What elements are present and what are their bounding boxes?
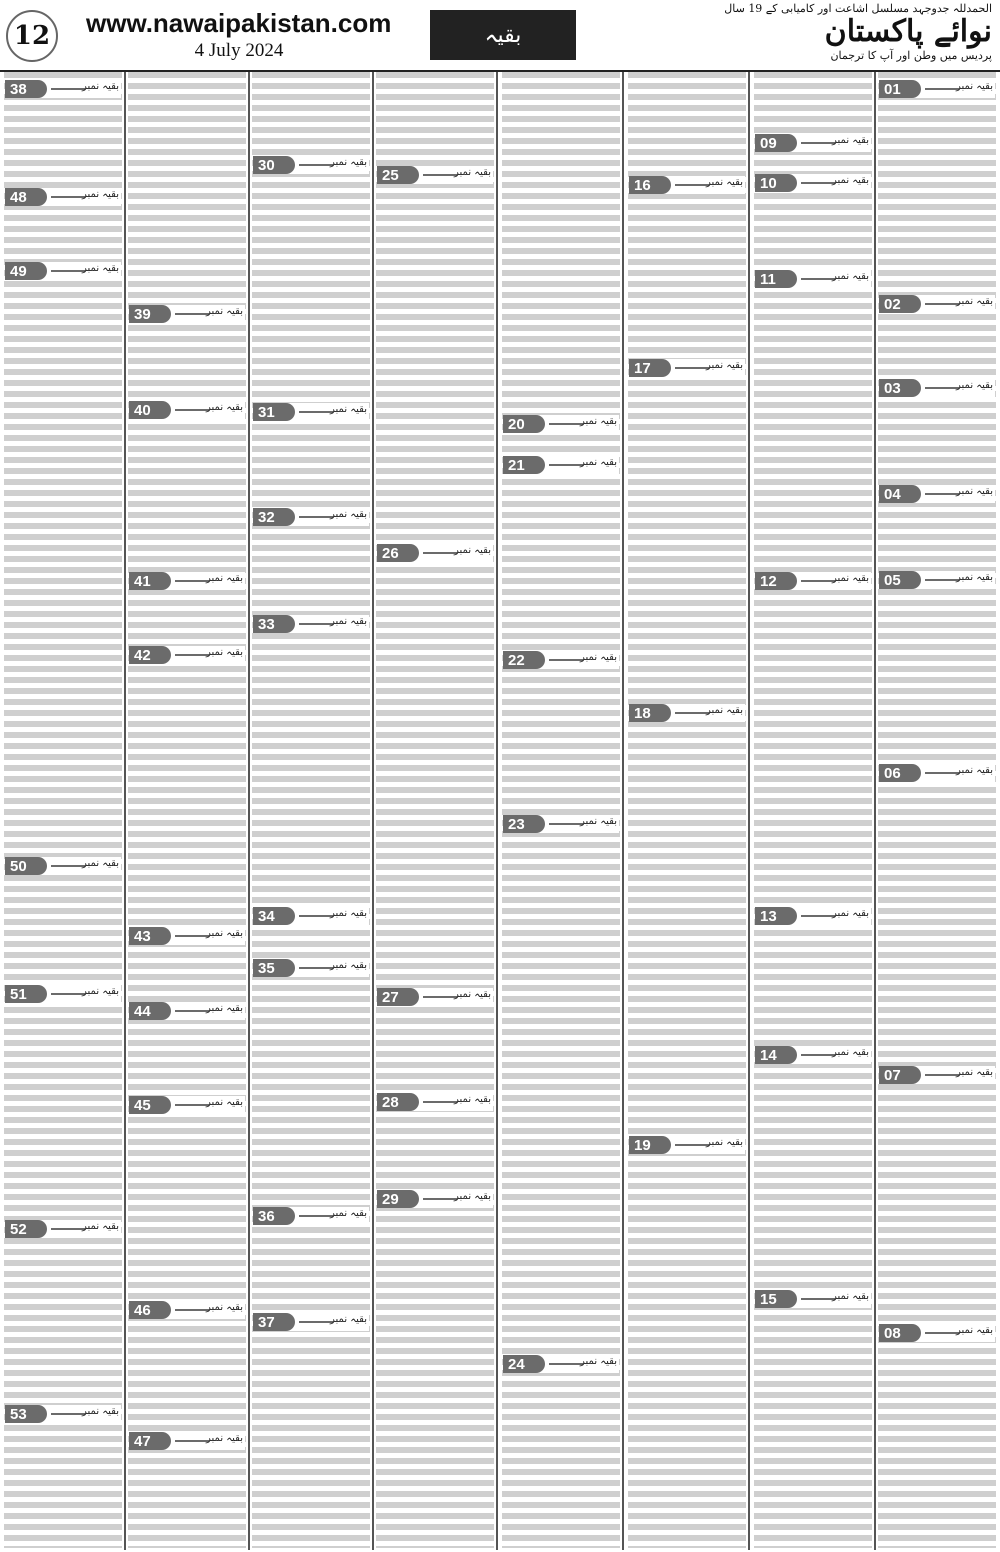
arrow-rule-icon — [925, 1332, 959, 1334]
continuation-label: بقیہ نمبر — [82, 81, 119, 92]
continuation-badge — [129, 401, 245, 419]
continuation-label: بقیہ نمبر — [330, 157, 367, 168]
continuation-label: بقیہ نمبر — [580, 652, 617, 663]
continuation-number: 51 — [5, 985, 47, 1003]
arrow-rule-icon — [299, 516, 333, 518]
arrow-rule-icon — [423, 1198, 457, 1200]
continuation-number: 03 — [879, 379, 921, 397]
continuation-label: بقیہ نمبر — [956, 765, 993, 776]
continuation-badge — [755, 907, 871, 925]
continuation-number: 49 — [5, 262, 47, 280]
continuation-number: 46 — [129, 1301, 171, 1319]
column-4 — [374, 72, 496, 1550]
continuation-badge — [879, 764, 995, 782]
page-number: 12 — [6, 10, 58, 62]
arrow-rule-icon — [423, 174, 457, 176]
continuation-label: بقیہ نمبر — [330, 1314, 367, 1325]
continuation-badge — [629, 1136, 745, 1154]
column-1 — [2, 72, 124, 1550]
arrow-rule-icon — [925, 88, 959, 90]
text-columns — [0, 72, 1000, 1552]
continuation-label: بقیہ نمبر — [580, 457, 617, 468]
arrow-rule-icon — [51, 865, 85, 867]
column-6 — [626, 72, 748, 1550]
continuation-badge — [129, 305, 245, 323]
continuation-label: بقیہ نمبر — [82, 263, 119, 274]
arrow-rule-icon — [925, 303, 959, 305]
continuation-label: بقیہ نمبر — [82, 986, 119, 997]
continuation-label: بقیہ نمبر — [832, 271, 869, 282]
continuation-label: بقیہ نمبر — [580, 1356, 617, 1367]
continuation-number: 45 — [129, 1096, 171, 1114]
continuation-label: بقیہ نمبر — [206, 402, 243, 413]
arrow-rule-icon — [175, 313, 209, 315]
arrow-rule-icon — [801, 278, 835, 280]
continuation-number: 10 — [755, 174, 797, 192]
continuation-number: 33 — [253, 615, 295, 633]
continuation-badge — [503, 456, 619, 474]
newspaper-nameplate — [582, 2, 992, 68]
continuation-badge — [253, 508, 369, 526]
continuation-badge — [377, 1190, 493, 1208]
continuation-label: بقیہ نمبر — [832, 135, 869, 146]
continuation-label: بقیہ نمبر — [454, 545, 491, 556]
continuation-number: 23 — [503, 815, 545, 833]
continuation-badge — [5, 262, 121, 280]
continuation-badge — [129, 572, 245, 590]
continuation-badge — [129, 927, 245, 945]
issue-date: 4 July 2024 — [194, 40, 284, 61]
continuation-number: 50 — [5, 857, 47, 875]
arrow-rule-icon — [423, 552, 457, 554]
continuation-badge — [5, 857, 121, 875]
continuation-number: 14 — [755, 1046, 797, 1064]
arrow-rule-icon — [801, 1298, 835, 1300]
continuation-label: بقیہ نمبر — [82, 1221, 119, 1232]
continuation-badge — [879, 80, 995, 98]
continuation-number: 19 — [629, 1136, 671, 1154]
column-text-block — [754, 72, 872, 1548]
arrow-rule-icon — [51, 88, 85, 90]
arrow-rule-icon — [299, 1321, 333, 1323]
continuation-badge — [879, 1324, 995, 1342]
continuation-badge — [503, 815, 619, 833]
arrow-rule-icon — [925, 387, 959, 389]
continuation-number: 36 — [253, 1207, 295, 1225]
newspaper-name: نوائے پاکستان — [824, 14, 992, 49]
continuation-number: 08 — [879, 1324, 921, 1342]
continuation-label: بقیہ نمبر — [956, 1325, 993, 1336]
continuation-number: 06 — [879, 764, 921, 782]
continuation-number: 22 — [503, 651, 545, 669]
continuation-number: 27 — [377, 988, 419, 1006]
column-text-block — [376, 72, 494, 1548]
continuation-number: 02 — [879, 295, 921, 313]
continuation-badge — [755, 1290, 871, 1308]
continuation-badge — [629, 176, 745, 194]
arrow-rule-icon — [549, 823, 583, 825]
continuation-badge — [253, 1207, 369, 1225]
tagline-top: الحمدللہ جدوجہد مسلسل اشاعت اور کامیابی کے 19 سال — [724, 2, 992, 15]
continuation-number: 41 — [129, 572, 171, 590]
continuation-number: 35 — [253, 959, 295, 977]
arrow-rule-icon — [925, 493, 959, 495]
continuation-label: بقیہ نمبر — [580, 416, 617, 427]
arrow-rule-icon — [299, 623, 333, 625]
continuation-badge — [5, 1220, 121, 1238]
arrow-rule-icon — [925, 1074, 959, 1076]
column-divider — [622, 72, 624, 1550]
continuation-number: 13 — [755, 907, 797, 925]
continuation-number: 16 — [629, 176, 671, 194]
continuation-number: 28 — [377, 1093, 419, 1111]
continuation-label: بقیہ نمبر — [206, 1003, 243, 1014]
website-url[interactable]: www.nawaipakistan.com — [86, 8, 392, 38]
continuation-label: بقیہ نمبر — [206, 306, 243, 317]
arrow-rule-icon — [925, 772, 959, 774]
arrow-rule-icon — [175, 1309, 209, 1311]
continuation-label: بقیہ نمبر — [706, 705, 743, 716]
continuation-badge — [879, 295, 995, 313]
continuation-badge — [879, 485, 995, 503]
continuation-number: 52 — [5, 1220, 47, 1238]
continuation-badge — [129, 1301, 245, 1319]
continuation-number: 17 — [629, 359, 671, 377]
continuation-label: بقیہ نمبر — [706, 177, 743, 188]
continuation-number: 43 — [129, 927, 171, 945]
continuation-badge — [253, 907, 369, 925]
arrow-rule-icon — [175, 1440, 209, 1442]
arrow-rule-icon — [549, 423, 583, 425]
continuation-number: 38 — [5, 80, 47, 98]
continuation-badge — [503, 415, 619, 433]
arrow-rule-icon — [675, 1144, 709, 1146]
arrow-rule-icon — [925, 579, 959, 581]
continuation-badge — [5, 188, 121, 206]
arrow-rule-icon — [549, 464, 583, 466]
continuation-label: بقیہ نمبر — [832, 573, 869, 584]
continuation-badge — [879, 571, 995, 589]
continuation-label: بقیہ نمبر — [454, 1094, 491, 1105]
continuation-label: بقیہ نمبر — [330, 1208, 367, 1219]
column-3 — [250, 72, 372, 1550]
continuation-number: 47 — [129, 1432, 171, 1450]
continuation-number: 12 — [755, 572, 797, 590]
continuation-badge — [377, 544, 493, 562]
continuation-badge — [253, 959, 369, 977]
continuation-number: 05 — [879, 571, 921, 589]
continuation-badge — [253, 615, 369, 633]
column-text-block — [502, 72, 620, 1548]
continuation-number: 29 — [377, 1190, 419, 1208]
continuation-label: بقیہ نمبر — [580, 816, 617, 827]
continuation-number: 26 — [377, 544, 419, 562]
continuation-label: بقیہ نمبر — [330, 509, 367, 520]
column-5 — [500, 72, 622, 1550]
section-label: بقیہ — [430, 10, 576, 60]
continuation-label: بقیہ نمبر — [206, 1097, 243, 1108]
continuation-number: 15 — [755, 1290, 797, 1308]
continuation-number: 42 — [129, 646, 171, 664]
column-text-block — [4, 72, 122, 1548]
continuation-number: 18 — [629, 704, 671, 722]
continuation-badge — [253, 156, 369, 174]
arrow-rule-icon — [675, 367, 709, 369]
continuation-label: بقیہ نمبر — [706, 1137, 743, 1148]
continuation-number: 44 — [129, 1002, 171, 1020]
continuation-number: 04 — [879, 485, 921, 503]
arrow-rule-icon — [175, 935, 209, 937]
arrow-rule-icon — [175, 409, 209, 411]
continuation-label: بقیہ نمبر — [330, 908, 367, 919]
continuation-badge — [503, 1355, 619, 1373]
continuation-number: 48 — [5, 188, 47, 206]
arrow-rule-icon — [801, 915, 835, 917]
continuation-label: بقیہ نمبر — [956, 486, 993, 497]
continuation-badge — [755, 134, 871, 152]
arrow-rule-icon — [175, 1104, 209, 1106]
continuation-badge — [5, 1405, 121, 1423]
arrow-rule-icon — [801, 1054, 835, 1056]
continuation-number: 21 — [503, 456, 545, 474]
continuation-badge — [129, 1432, 245, 1450]
arrow-rule-icon — [51, 196, 85, 198]
continuation-label: بقیہ نمبر — [206, 573, 243, 584]
continuation-badge — [377, 166, 493, 184]
arrow-rule-icon — [801, 142, 835, 144]
continuation-label: بقیہ نمبر — [330, 960, 367, 971]
arrow-rule-icon — [299, 915, 333, 917]
continuation-label: بقیہ نمبر — [82, 189, 119, 200]
continuation-badge — [253, 1313, 369, 1331]
column-divider — [748, 72, 750, 1550]
continuation-badge — [879, 379, 995, 397]
continuation-badge — [129, 1002, 245, 1020]
continuation-label: بقیہ نمبر — [454, 1191, 491, 1202]
arrow-rule-icon — [299, 411, 333, 413]
continuation-label: بقیہ نمبر — [832, 908, 869, 919]
continuation-number: 07 — [879, 1066, 921, 1084]
arrow-rule-icon — [175, 654, 209, 656]
continuation-badge — [755, 1046, 871, 1064]
continuation-label: بقیہ نمبر — [206, 1433, 243, 1444]
arrow-rule-icon — [801, 580, 835, 582]
column-7 — [752, 72, 874, 1550]
continuation-badge — [5, 985, 121, 1003]
continuation-badge — [377, 1093, 493, 1111]
continuation-number: 20 — [503, 415, 545, 433]
continuation-label: بقیہ نمبر — [330, 616, 367, 627]
continuation-badge — [879, 1066, 995, 1084]
continuation-badge — [129, 1096, 245, 1114]
continuation-badge — [755, 270, 871, 288]
continuation-number: 31 — [253, 403, 295, 421]
arrow-rule-icon — [299, 164, 333, 166]
arrow-rule-icon — [675, 712, 709, 714]
continuation-badge — [5, 80, 121, 98]
continuation-number: 32 — [253, 508, 295, 526]
continuation-label: بقیہ نمبر — [832, 1047, 869, 1058]
continuation-badge — [629, 704, 745, 722]
continuation-badge — [755, 572, 871, 590]
continuation-label: بقیہ نمبر — [206, 1302, 243, 1313]
arrow-rule-icon — [51, 1228, 85, 1230]
continuation-badge — [629, 359, 745, 377]
continuation-number: 01 — [879, 80, 921, 98]
continuation-number: 39 — [129, 305, 171, 323]
column-8 — [876, 72, 998, 1550]
arrow-rule-icon — [299, 1215, 333, 1217]
column-text-block — [628, 72, 746, 1548]
continuation-label: بقیہ نمبر — [82, 1406, 119, 1417]
arrow-rule-icon — [51, 270, 85, 272]
continuation-number: 09 — [755, 134, 797, 152]
continuation-label: بقیہ نمبر — [956, 572, 993, 583]
masthead — [0, 0, 1000, 72]
continuation-label: بقیہ نمبر — [454, 989, 491, 1000]
arrow-rule-icon — [801, 182, 835, 184]
continuation-label: بقیہ نمبر — [956, 1067, 993, 1078]
column-2 — [126, 72, 248, 1550]
continuation-number: 40 — [129, 401, 171, 419]
continuation-label: بقیہ نمبر — [454, 167, 491, 178]
continuation-number: 37 — [253, 1313, 295, 1331]
continuation-badge — [503, 651, 619, 669]
arrow-rule-icon — [675, 184, 709, 186]
continuation-label: بقیہ نمبر — [82, 858, 119, 869]
continuation-label: بقیہ نمبر — [206, 928, 243, 939]
continuation-badge — [129, 646, 245, 664]
continuation-number: 24 — [503, 1355, 545, 1373]
tagline-bottom: پردیس میں وطن اور آپ کا ترجمان — [830, 49, 992, 62]
continuation-badge — [755, 174, 871, 192]
column-divider — [496, 72, 498, 1550]
arrow-rule-icon — [175, 580, 209, 582]
arrow-rule-icon — [51, 993, 85, 995]
column-text-block — [128, 72, 246, 1548]
continuation-badge — [377, 988, 493, 1006]
continuation-number: 53 — [5, 1405, 47, 1423]
arrow-rule-icon — [423, 1101, 457, 1103]
continuation-badge — [253, 403, 369, 421]
arrow-rule-icon — [549, 1363, 583, 1365]
continuation-label: بقیہ نمبر — [330, 404, 367, 415]
continuation-number: 11 — [755, 270, 797, 288]
continuation-label: بقیہ نمبر — [956, 380, 993, 391]
continuation-label: بقیہ نمبر — [206, 647, 243, 658]
arrow-rule-icon — [51, 1413, 85, 1415]
continuation-label: بقیہ نمبر — [706, 360, 743, 371]
continuation-label: بقیہ نمبر — [956, 296, 993, 307]
continuation-number: 34 — [253, 907, 295, 925]
continuation-number: 30 — [253, 156, 295, 174]
arrow-rule-icon — [175, 1010, 209, 1012]
arrow-rule-icon — [299, 967, 333, 969]
continuation-label: بقیہ نمبر — [832, 1291, 869, 1302]
arrow-rule-icon — [423, 996, 457, 998]
arrow-rule-icon — [549, 659, 583, 661]
continuation-number: 25 — [377, 166, 419, 184]
continuation-label: بقیہ نمبر — [832, 175, 869, 186]
continuation-label: بقیہ نمبر — [956, 81, 993, 92]
